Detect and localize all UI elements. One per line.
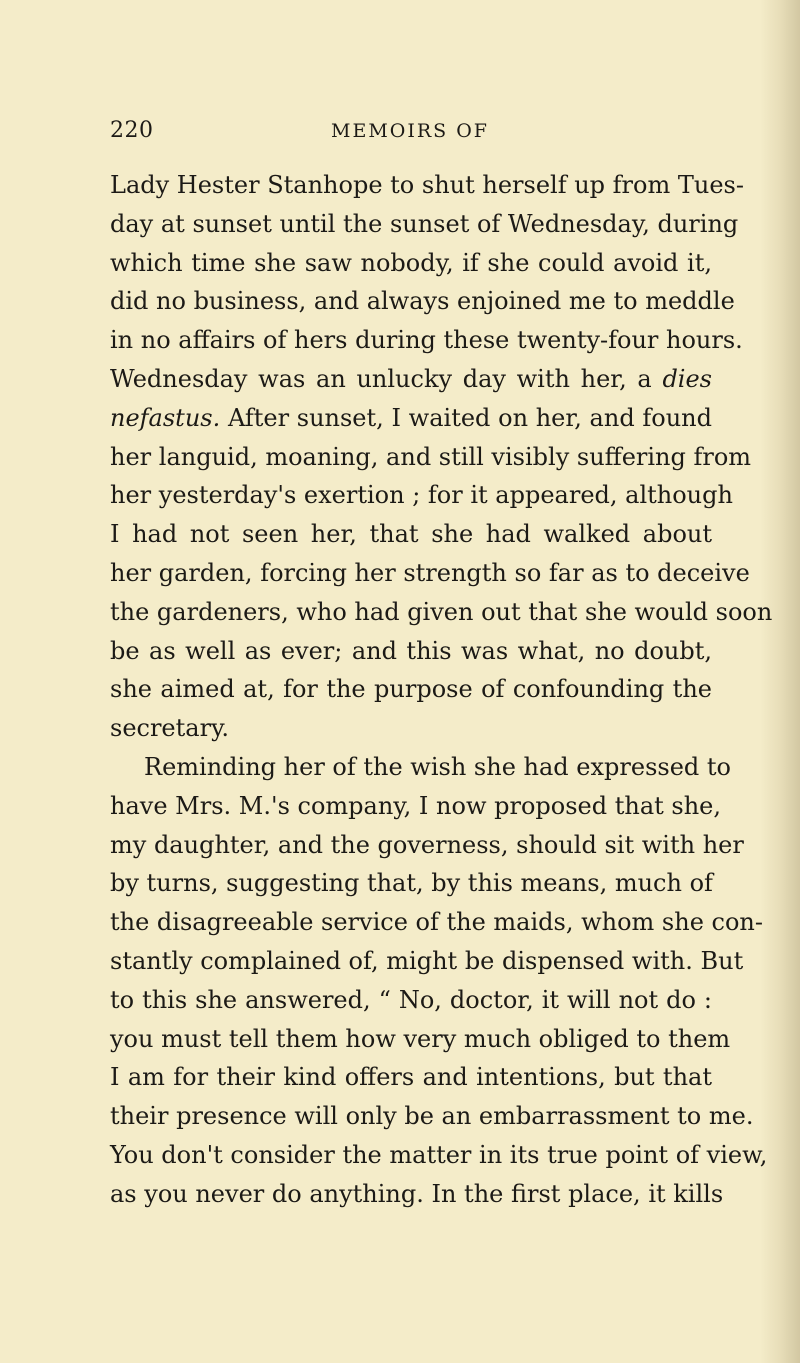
text-line: her yesterday's exertion ; for it appeared, although: [110, 481, 733, 510]
text-line-with-italic: [110, 360, 712, 399]
text-line: which time she saw nobody, if she could avoid it,: [110, 248, 712, 277]
text-line: You don't consider the matter in its true point of view,: [110, 1140, 768, 1169]
text-line: her garden, forcing her strength so far as to deceive: [110, 558, 750, 587]
text-line: have Mrs. M.'s company, I now proposed that she,: [110, 791, 722, 820]
text-line: by turns, suggesting that, by this means, much of: [110, 869, 713, 898]
text-line: in no affairs of hers during these twenty-four hours.: [110, 326, 743, 355]
italic-nefastus: nefastus.: [110, 403, 221, 432]
text-line: did no business, and always enjoined me to meddle: [110, 287, 735, 316]
text-line: my daughter, and the governess, should sit with her: [110, 830, 744, 859]
page-header: [110, 118, 710, 148]
text-line: I had not seen her, that she had walked about: [110, 520, 712, 549]
text-line-with-italic: [110, 399, 712, 438]
text-line: you must tell them how very much obliged to them: [110, 1024, 731, 1053]
running-head: MEMOIRS OF: [331, 120, 489, 142]
text-line: stantly complained of, might be dispensed with. But: [110, 946, 744, 975]
text-line: the gardeners, who had given out that she would soon: [110, 597, 773, 626]
text-line: Lady Hester Stanhope to shut herself up from Tues-: [110, 171, 744, 199]
text-segment: After sunset, I waited on her, and found: [227, 403, 712, 432]
text-line: day at sunset until the sunset of Wednesday, during: [110, 209, 739, 238]
body-text: [110, 166, 773, 1214]
page-number: 220: [110, 118, 154, 143]
text-line: she aimed at, for the purpose of confounding the: [110, 675, 712, 704]
text-line: as you never do anything. In the first place, it kills: [110, 1179, 724, 1208]
text-line: the disagreeable service of the maids, whom she con-: [110, 908, 763, 937]
text-line: I am for their kind offers and intentions, but that: [110, 1063, 712, 1092]
text-line-paragraph-start: Reminding her of the wish she had expressed to: [144, 752, 731, 781]
text-line: be as well as ever; and this was what, no doubt,: [110, 636, 712, 665]
text-line: to this she answered, “ No, doctor, it will not do :: [110, 985, 712, 1014]
italic-dies: dies: [662, 364, 712, 393]
text-line: their presence will only be an embarrassment to me.: [110, 1102, 754, 1131]
text-line: her languid, moaning, and still visibly suffering from: [110, 442, 752, 471]
text-segment: Wednesday was an unlucky day with her, a: [110, 364, 652, 393]
text-line: secretary.: [110, 714, 230, 743]
